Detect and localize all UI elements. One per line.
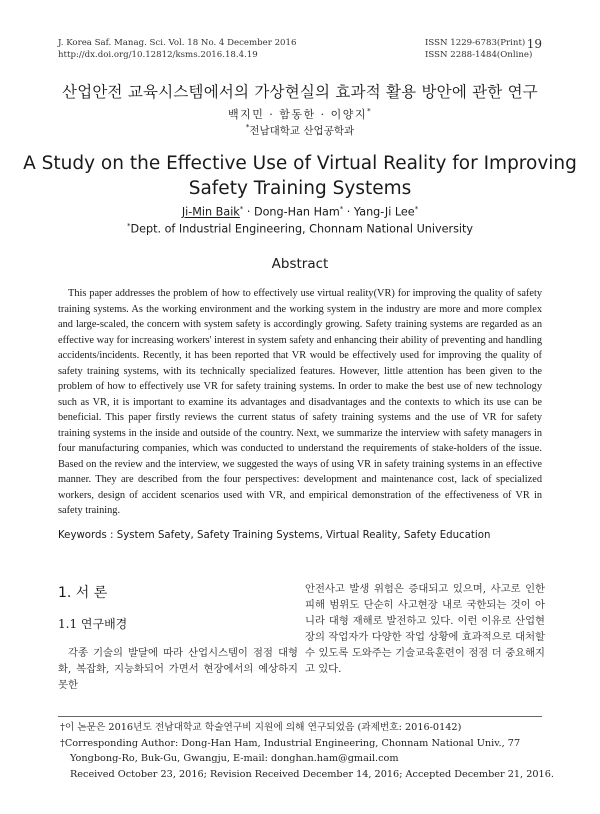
author-name: Dong-Han Ham xyxy=(253,205,340,219)
abstract-body: This paper addresses the problem of how to effectively use virtual reality(VR) for improving the quality of safety training systems. As the working environment and the working system in the industry are more and more complex and large-scaled, the concern with system safety is accordingly growing. Safety training systems are regarded as an effective way for increasing workers' interest in system safety and enhancing their ability of preventing and handling accidents/incidents. Recently, it has been reported that VR would be effectively used for improving the quality of safety training systems, with its technically specialized features. However, little attention has been given to the problem of how to effectively use VR for safety training systems. In order to make the best use of new technology such as VR, it is important to examine its advantages and disadvantages and the contexts to which its use can be beneficial. This paper firstly reviews the current status of safety training systems and the use of VR for safety training systems in the inside and outside of the country. Next, we summarize the interview with safety managers in four manufacturing companies, which was conducted to understand the requirements of stake-holders of the issue. Based on the review and the interview, we suggested the ways of using VR in safety training systems in an effective manner. They are described from the four perspectives: development and maintenance cost, lack of specialized workers, design of accident scenarios used with VR, and empirical demonstration of the effectiveness of VR in safety training. xyxy=(58,288,542,516)
footnote-divider xyxy=(58,716,542,717)
korean-authors: 백지민 · 함동한 · 이양지* xyxy=(227,107,373,121)
english-affiliation: *Dept. of Industrial Engineering, Chonnam National University xyxy=(126,222,474,236)
body-text-right-column: 안전사고 발생 위험은 증대되고 있으며, 사고로 인한 피해 범위도 단순히 사고현장 내로 국한되는 것이 아니라 대형 재해로 발전하고 있다. 이런 이유로 산업현장의 작업자가 다양한 작업 상황에 효과적으로 대처할 수 있도록 도와주는 기술교육훈련이 점점 더 중요해지고 있다. xyxy=(305,583,545,675)
issn-print: ISSN 1229-6783(Print) xyxy=(425,38,526,48)
abstract-heading: Abstract xyxy=(271,256,329,272)
journal-citation: J. Korea Saf. Manag. Sci. Vol. 18 No. 4 December 2016 xyxy=(58,38,297,48)
author-name: Ji-Min Baik xyxy=(181,205,240,219)
issn-online: ISSN 2288-1484(Online) xyxy=(425,50,533,60)
english-title-line2: Safety Training Systems xyxy=(188,178,412,199)
english-title-line1: A Study on the Effective Use of Virtual Reality for Improving xyxy=(23,153,577,174)
doi-link[interactable]: http://dx.doi.org/10.12812/ksms.2016.18.4.19 xyxy=(58,50,258,60)
english-title xyxy=(0,151,600,201)
page-number: 19 xyxy=(526,37,542,51)
korean-title: 산업안전 교육시스템에서의 가상현실의 효과적 활용 방안에 관한 연구 xyxy=(62,83,538,101)
section-heading: 1. 서 론 xyxy=(58,585,108,601)
footnote-dates: Received October 23, 2016; Revision Received December 14, 2016; Accepted December 21, 2016. xyxy=(70,769,554,780)
footnote-funding: †이 논문은 2016년도 전남대학교 학술연구비 지원에 의해 연구되었음 (과제번호: 2016-0142) xyxy=(60,722,462,733)
body-text-left-column: 각종 기술의 발달에 따라 산업시스템이 점점 대형화, 복잡화, 지능화되어 가면서 현장에서의 예상하지 못한 xyxy=(58,647,298,691)
english-authors: Ji-Min Baik* · Dong-Han Ham* · Yang-Ji Lee* xyxy=(181,205,419,219)
subsection-heading: 1.1 연구배경 xyxy=(58,617,128,631)
author-name: Yang-Ji Lee xyxy=(353,205,415,219)
keywords: Keywords : System Safety, Safety Training Systems, Virtual Reality, Safety Education xyxy=(58,530,491,541)
footnote-address: Yongbong-Ro, Buk-Gu, Gwangju, E-mail: donghan.ham@gmail.com xyxy=(70,753,399,764)
korean-affiliation: *전남대학교 산업공학과 xyxy=(245,123,355,137)
footnote-corresponding: †Corresponding Author: Dong-Han Ham, Industrial Engineering, Chonnam National Univ., 77 xyxy=(60,738,521,749)
